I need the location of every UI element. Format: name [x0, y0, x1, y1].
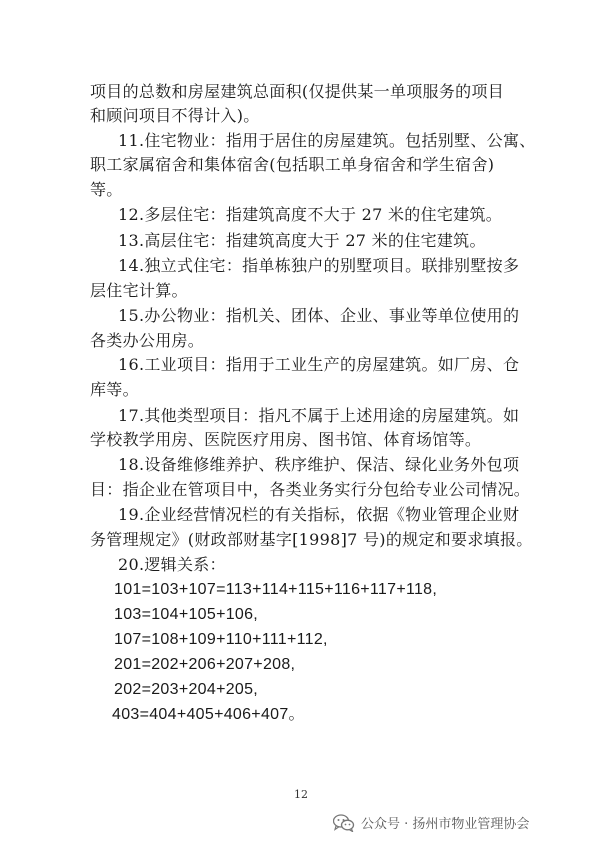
- item-12-line: 12.多层住宅：指建筑高度不大于 27 米的住宅建筑。: [118, 205, 503, 224]
- item-15-line: 15.办公物业：指机关、团体、企业、事业等单位使用的: [118, 306, 520, 325]
- item-19-line: 19.企业经营情况栏的有关指标，依据《物业管理企业财: [118, 505, 520, 524]
- formula-line: 101=103+107=113+114+115+116+117+118,: [114, 581, 438, 598]
- item-14-line: 14.独立式住宅：指单栋独户的别墅项目。联排别墅按多: [118, 256, 520, 275]
- item-14-line: 层住宅计算。: [90, 281, 188, 300]
- item-11-line: 等。: [90, 180, 123, 199]
- item-11-line: 11.住宅物业：指用于居住的房屋建筑。包括别墅、公寓、: [118, 131, 536, 150]
- item-15-line: 各类办公用房。: [90, 331, 205, 350]
- formula-line: 403=404+405+406+407。: [112, 706, 305, 723]
- item-17-line: 17.其他类型项目：指凡不属于上述用途的房屋建筑。如: [118, 406, 520, 425]
- formula-line: 201=202+206+207+208,: [114, 656, 296, 673]
- watermark: [333, 813, 529, 832]
- item-18-line: 目：指企业在管项目中，各类业务实行分包给专业公司情况。: [90, 480, 531, 499]
- item-20-heading: 20.逻辑关系：: [118, 555, 226, 574]
- page-number: 12: [294, 788, 308, 801]
- paragraph-line: 和顾问项目不得计入)。: [90, 106, 260, 125]
- item-16-line: 16.工业项目：指用于工业生产的房屋建筑。如厂房、仓: [118, 355, 520, 374]
- item-11-line: 职工家属宿舍和集体宿舍(包括职工单身宿舍和学生宿舍): [90, 155, 495, 174]
- formula-line: 103=104+105+106,: [114, 606, 259, 623]
- wechat-icon: [333, 814, 355, 832]
- watermark-text: 公众号 · 扬州市物业管理协会: [361, 817, 530, 832]
- item-13-line: 13.高层住宅：指建筑高度大于 27 米的住宅建筑。: [118, 231, 486, 250]
- formula-line: 107=108+109+110+111+112,: [114, 631, 328, 648]
- item-17-line: 学校教学用房、医院医疗用房、图书馆、体育场馆等。: [90, 430, 482, 449]
- paragraph-line: 项目的总数和房屋建筑总面积(仅提供某一单项服务的项目: [90, 82, 505, 101]
- formula-line: 202=203+204+205,: [114, 681, 259, 698]
- item-19-line: 务管理规定》(财政部财基字[1998]7 号)的规定和要求填报。: [90, 530, 533, 549]
- item-16-line: 库等。: [90, 380, 139, 399]
- item-18-line: 18.设备维修维养护、秩序维护、保洁、绿化业务外包项: [118, 455, 520, 474]
